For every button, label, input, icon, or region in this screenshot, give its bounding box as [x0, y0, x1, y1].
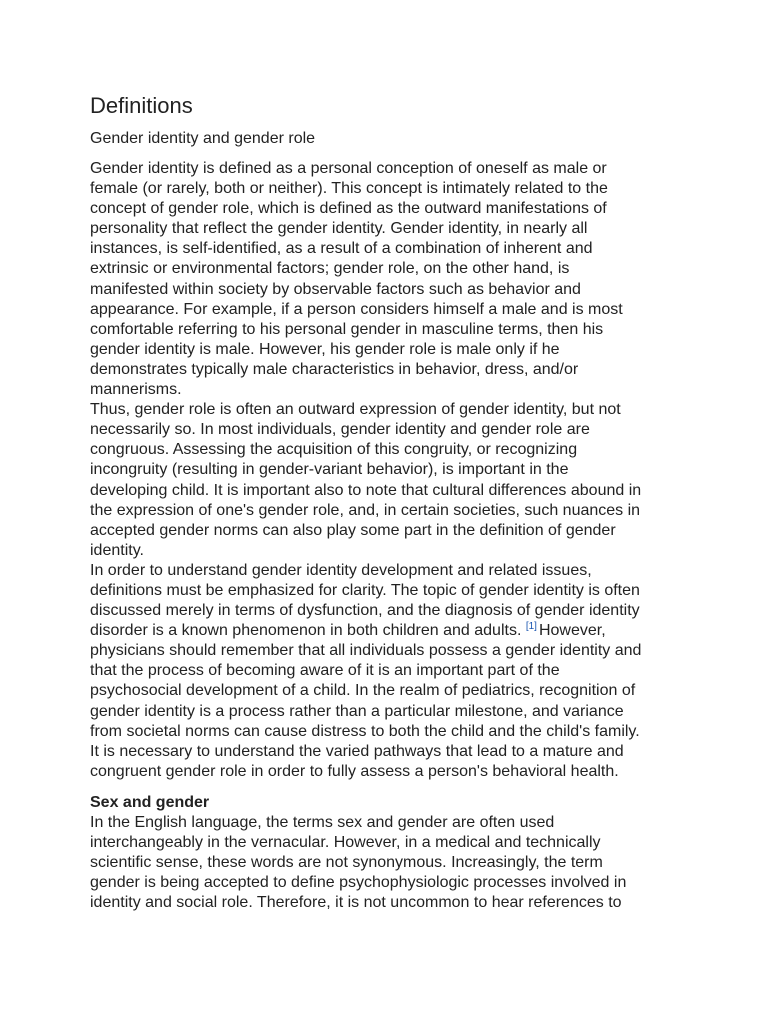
text-line: identity. [90, 541, 144, 559]
text-line: from societal norms can cause distress to both the child and the child's family. [90, 722, 640, 740]
text-line: disorder is a known phenomenon in both children and adults. [90, 622, 522, 640]
text-line: female (or rarely, both or neither). This concept is intimately related to the [90, 180, 608, 198]
text-line: congruent gender role in order to fully assess a person's behavioral health. [90, 762, 619, 780]
paragraph-gap [90, 782, 690, 793]
text-line: extrinsic or environmental factors; gender role, on the other hand, is [90, 260, 570, 278]
text-line: scientific sense, these words are not synonymous. Increasingly, the term [90, 854, 603, 872]
text-line: appearance. For example, if a person considers himself a male and is most [90, 300, 623, 318]
page-title: Definitions [90, 93, 193, 118]
text-line: the expression of one's gender role, and, in certain societies, such nuances in [90, 501, 641, 519]
text-line: concept of gender role, which is defined as the outward manifestations of [90, 200, 607, 218]
text-line: that the process of becoming aware of it is an important part of the [90, 662, 560, 680]
text-line: demonstrates typically male characteristics in behavior, dress, and/or [90, 360, 579, 378]
text-line: necessarily so. In most individuals, gender identity and gender role are [90, 421, 590, 439]
text-line: personality that reflect the gender identity. Gender identity, in nearly all [90, 220, 588, 238]
text-line: congruous. Assessing the acquisition of this congruity, or recognizing [90, 441, 578, 459]
text-line: Thus, gender role is often an outward expression of gender identity, but not [90, 401, 621, 419]
text-line: gender is being accepted to define psychophysiologic processes involved in [90, 874, 627, 892]
text-line: instances, is self-identified, as a result of a combination of inherent and [90, 240, 593, 258]
section-heading: Sex and gender [90, 793, 210, 811]
text-line-tail: However, [538, 622, 606, 640]
text-line: psychosocial development of a child. In the realm of pediatrics, recognition of [90, 682, 636, 700]
text-line: definitions must be emphasized for clarity. The topic of gender identity is often [90, 581, 640, 599]
text-line: manifested within society by observable factors such as behavior and [90, 280, 581, 298]
text-line-with-reference [90, 621, 690, 641]
text-line: gender identity is a process rather than a particular milestone, and variance [90, 702, 624, 720]
text-line: In the English language, the terms sex and gender are often used [90, 814, 555, 831]
text-line: comfortable referring to his personal gender in masculine terms, then his [90, 320, 604, 338]
text-line: gender identity is male. However, his gender role is male only if he [90, 340, 560, 358]
body-text [90, 159, 690, 913]
text-line: Gender identity is defined as a personal conception of oneself as male or [90, 160, 607, 177]
text-line: discussed merely in terms of dysfunction, and the diagnosis of gender identity [90, 602, 640, 620]
text-line: It is necessary to understand the varied pathways that lead to a mature and [90, 742, 624, 760]
text-line: accepted gender norms can also play some part in the definition of gender [90, 521, 616, 539]
text-line: physicians should remember that all individuals possess a gender identity and [90, 642, 642, 660]
text-line: interchangeably in the vernacular. However, in a medical and technically [90, 834, 601, 852]
section-subtitle: Gender identity and gender role [90, 130, 316, 147]
text-line: identity and social role. Therefore, it is not uncommon to hear references to [90, 894, 622, 912]
text-line: incongruity (resulting in gender-variant behavior), is important in the [90, 461, 569, 479]
reference-link[interactable]: [1] [525, 621, 537, 633]
text-line: developing child. It is important also to note that cultural differences abound in [90, 481, 642, 499]
text-line: mannerisms. [90, 381, 182, 399]
text-line: In order to understand gender identity development and related issues, [90, 561, 592, 579]
